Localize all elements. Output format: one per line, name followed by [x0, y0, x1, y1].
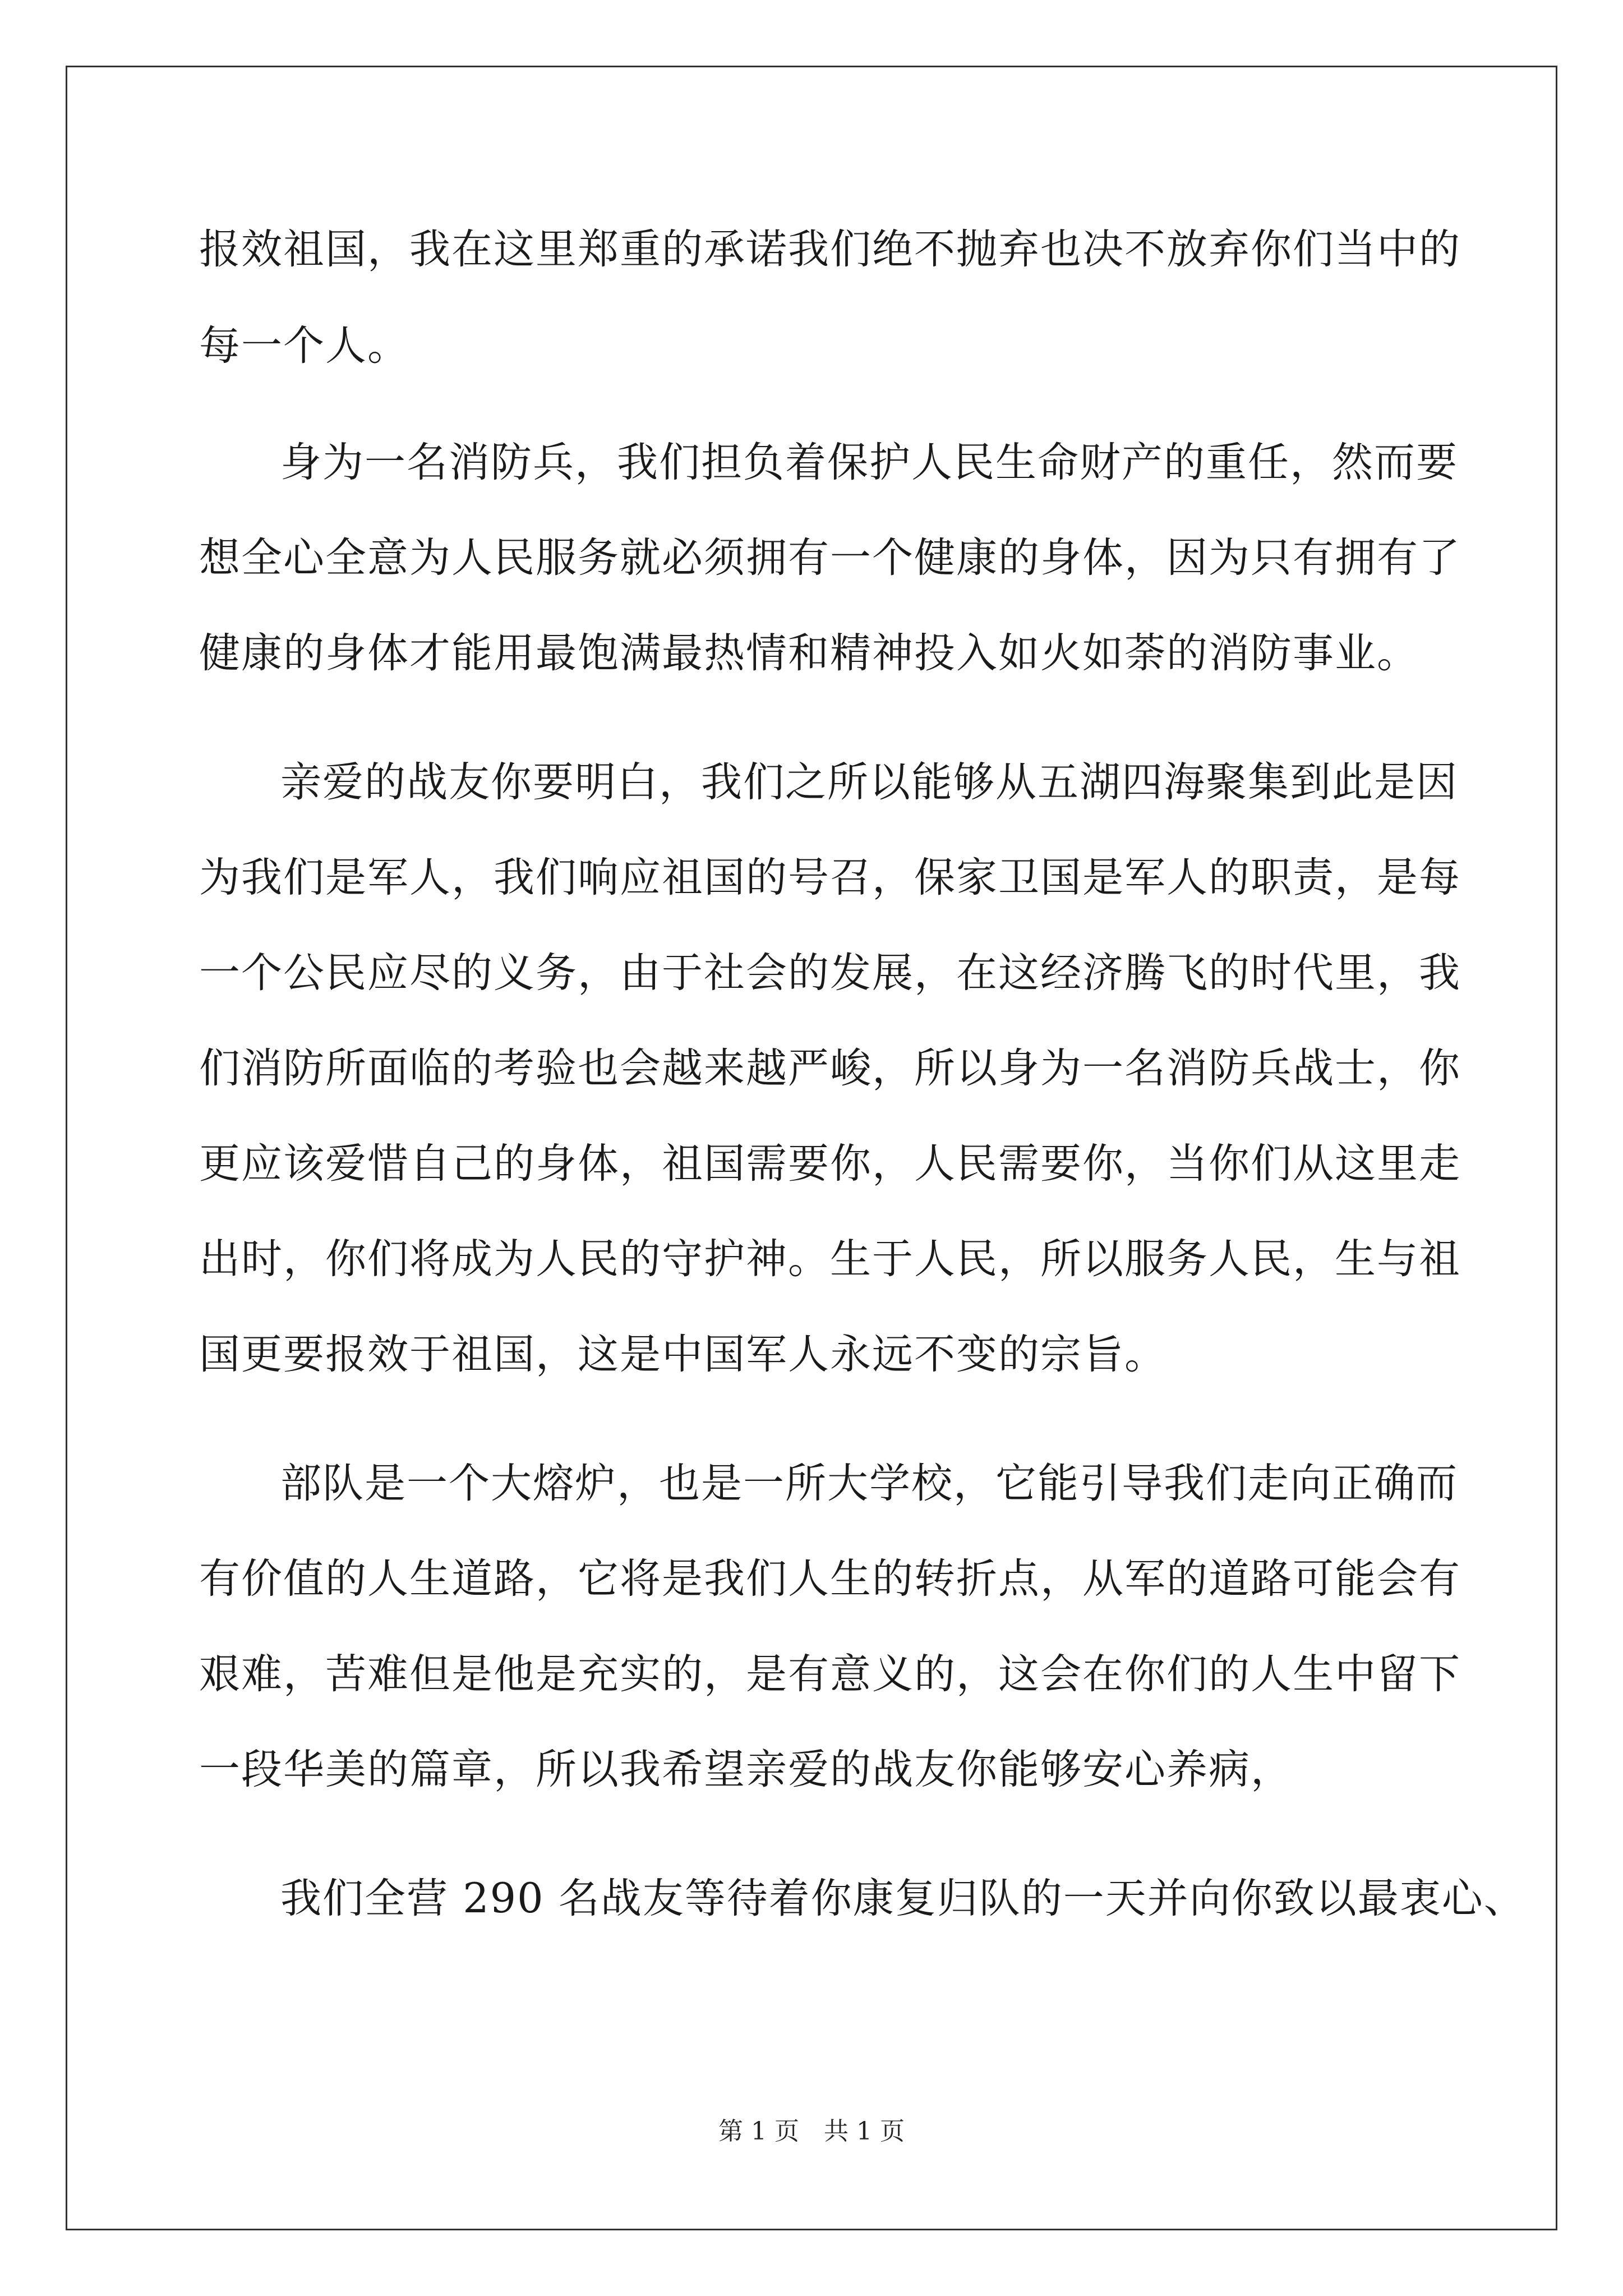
text-line: 为我们是军人，我们响应祖国的号召，保家卫国是军人的职责，是每: [199, 854, 1461, 901]
paragraph-first-line: 部队是一个大熔炉，也是一所大学校，它能引导我们走向正确而: [280, 1460, 1458, 1507]
page-number-footer: 第 1 页 共 1 页: [718, 2117, 905, 2146]
text-line: 想全心全意为人民服务就必须拥有一个健康的身体，因为只有拥有了: [199, 534, 1461, 582]
text-line: 每一个人。: [199, 322, 409, 370]
paragraph-first-line: 亲爱的战友你要明白，我们之所以能够从五湖四海聚集到此是因: [280, 758, 1458, 806]
text-line: 们消防所面临的考验也会越来越严峻，所以身为一名消防兵战士，你: [199, 1045, 1461, 1092]
text-line: 健康的身体才能用最饱满最热情和精神投入如火如荼的消防事业。: [199, 629, 1419, 677]
paragraph-first-line: 我们全营 290 名战友等待着你康复归队的一天并向你致以最衷心、: [280, 1875, 1526, 1922]
text-line: 更应该爱惜自己的身体，祖国需要你，人民需要你，当你们从这里走: [199, 1140, 1461, 1188]
text-line: 出时，你们将成为人民的守护神。生于人民，所以服务人民，生与祖: [199, 1235, 1461, 1283]
text-line: 艰难，苦难但是他是充实的，是有意义的，这会在你们的人生中留下: [199, 1650, 1461, 1698]
text-line: 报效祖国，我在这里郑重的承诺我们绝不抛弃也决不放弃你们当中的: [199, 226, 1461, 273]
text-line: 有价值的人生道路，它将是我们人生的转折点，从军的道路可能会有: [199, 1555, 1461, 1603]
paragraph-first-line: 身为一名消防兵，我们担负着保护人民生命财产的重任，然而要: [280, 439, 1458, 486]
text-line: 一个公民应尽的义务，由于社会的发展，在这经济腾飞的时代里，我: [199, 949, 1461, 997]
text-line: 国更要报效于祖国，这是中国军人永远不变的宗旨。: [199, 1331, 1166, 1378]
text-line: 一段华美的篇章，所以我希望亲爱的战友你能够安心养病，: [199, 1746, 1293, 1793]
